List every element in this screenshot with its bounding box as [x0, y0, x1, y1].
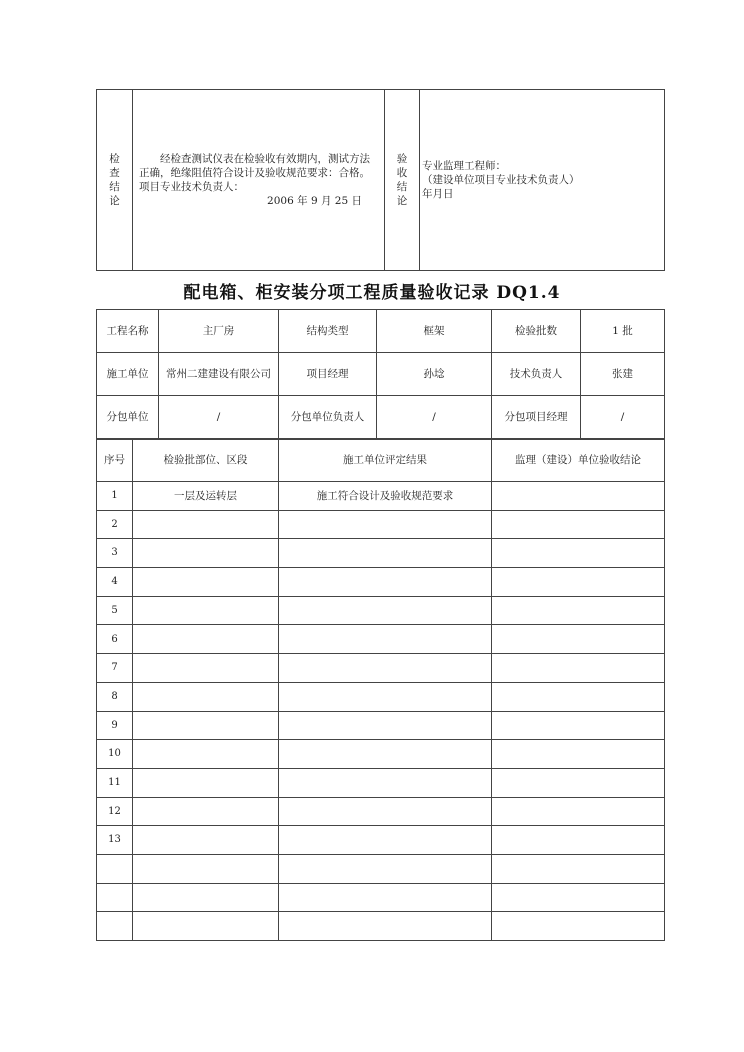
info-label: 分包单位负责人 [279, 396, 377, 439]
row-result [279, 682, 492, 711]
table-row [97, 482, 665, 511]
table-row [97, 768, 665, 797]
table-row [97, 826, 665, 855]
row-part [133, 654, 279, 683]
inspection-conclusion-content [133, 90, 385, 271]
row-conclusion [492, 568, 665, 597]
info-value: / [377, 396, 492, 439]
inspection-conclusion-label [97, 90, 133, 271]
technical-lead-signature-label: 项目专业技术负责人： [139, 181, 244, 193]
row-result [279, 912, 492, 941]
row-result [279, 797, 492, 826]
info-value: / [581, 396, 665, 439]
row-seq: 12 [97, 797, 133, 826]
info-label: 施工单位 [97, 353, 159, 396]
row-part: 一层及运转层 [133, 482, 279, 511]
row-seq: 9 [97, 711, 133, 740]
info-row [97, 396, 665, 439]
row-conclusion [492, 625, 665, 654]
row-part [133, 539, 279, 568]
row-seq: 10 [97, 740, 133, 769]
table-header-row [97, 440, 665, 482]
label-char: 收 [396, 166, 408, 179]
header-result: 施工单位评定结果 [279, 440, 492, 482]
label-char: 检 [109, 152, 120, 165]
inspection-statement: 经检查测试仪表在检验收有效期内，测试方法正确，绝缘阻值符合设计及验收规范要求：合格。 [139, 152, 370, 179]
row-conclusion [492, 596, 665, 625]
row-conclusion [492, 482, 665, 511]
row-seq: 11 [97, 768, 133, 797]
inspection-date: 2006 年 9 月 25 日 [267, 195, 362, 208]
row-result [279, 625, 492, 654]
row-conclusion [492, 740, 665, 769]
table-row [97, 539, 665, 568]
row-conclusion [492, 912, 665, 941]
row-seq [97, 854, 133, 883]
row-part [133, 682, 279, 711]
info-label: 工程名称 [97, 310, 159, 353]
row-conclusion [492, 883, 665, 912]
row-part [133, 883, 279, 912]
row-result [279, 654, 492, 683]
row-result [279, 711, 492, 740]
info-value: 常州二建建设有限公司 [159, 353, 279, 396]
row-seq: 7 [97, 654, 133, 683]
info-value: 孙埝 [377, 353, 492, 396]
inspection-conclusion-table [96, 89, 665, 271]
label-char: 论 [396, 195, 408, 208]
label-char: 查 [109, 166, 120, 179]
table-row [97, 596, 665, 625]
supervising-engineer-label: 专业监理工程师： [422, 159, 506, 172]
info-label: 技术负责人 [492, 353, 581, 396]
table-row [97, 854, 665, 883]
row-part [133, 711, 279, 740]
row-result [279, 826, 492, 855]
row-conclusion [492, 854, 665, 883]
row-part [133, 568, 279, 597]
info-value: 1 批 [581, 310, 665, 353]
row-part [133, 740, 279, 769]
page-title: 配电箱、柜安装分项工程质量验收记录 DQ1.4 [183, 283, 561, 303]
row-conclusion [492, 711, 665, 740]
row-conclusion [492, 654, 665, 683]
info-label: 检验批数 [492, 310, 581, 353]
row-part [133, 510, 279, 539]
row-result: 施工符合设计及验收规范要求 [279, 482, 492, 511]
row-conclusion [492, 768, 665, 797]
label-char: 验 [396, 152, 408, 165]
table-row [97, 740, 665, 769]
table-row [97, 912, 665, 941]
info-value: 张建 [581, 353, 665, 396]
row-result [279, 883, 492, 912]
row-result [279, 539, 492, 568]
row-result [279, 854, 492, 883]
row-seq: 1 [97, 482, 133, 511]
row-result [279, 510, 492, 539]
row-seq [97, 912, 133, 941]
row-seq: 2 [97, 510, 133, 539]
row-part [133, 768, 279, 797]
info-label: 结构类型 [279, 310, 377, 353]
header-seq: 序号 [97, 440, 133, 482]
row-conclusion [492, 510, 665, 539]
row-seq [97, 883, 133, 912]
project-info-table [96, 309, 665, 439]
row-conclusion [492, 682, 665, 711]
header-part: 检验批部位、区段 [133, 440, 279, 482]
info-value: 主厂房 [159, 310, 279, 353]
info-value: / [159, 396, 279, 439]
table-row [97, 711, 665, 740]
table-row [97, 625, 665, 654]
label-char: 结 [396, 181, 408, 193]
row-result [279, 568, 492, 597]
header-conclusion: 监理（建设）单位验收结论 [492, 440, 665, 482]
row-part [133, 596, 279, 625]
row-seq: 13 [97, 826, 133, 855]
table-row [97, 568, 665, 597]
table-row [97, 797, 665, 826]
row-part [133, 854, 279, 883]
info-row [97, 310, 665, 353]
row-result [279, 768, 492, 797]
row-result [279, 740, 492, 769]
row-seq: 4 [97, 568, 133, 597]
row-seq: 3 [97, 539, 133, 568]
table-row [97, 510, 665, 539]
info-label: 项目经理 [279, 353, 377, 396]
label-char: 结 [109, 181, 120, 193]
row-conclusion [492, 539, 665, 568]
acceptance-conclusion-label [385, 90, 420, 271]
row-seq: 6 [97, 625, 133, 654]
acceptance-date-label: 年月日 [422, 188, 454, 201]
acceptance-conclusion-content [420, 90, 665, 271]
row-part [133, 797, 279, 826]
row-part [133, 912, 279, 941]
table-row [97, 682, 665, 711]
label-char: 论 [109, 195, 120, 208]
owner-technical-lead-label: （建设单位项目专业技术负责人） [422, 173, 580, 186]
row-seq: 8 [97, 682, 133, 711]
info-row [97, 353, 665, 396]
table-row [97, 654, 665, 683]
row-part [133, 826, 279, 855]
info-value: 框架 [377, 310, 492, 353]
info-label: 分包项目经理 [492, 396, 581, 439]
table-row [97, 883, 665, 912]
inspection-items-table [96, 439, 665, 941]
row-result [279, 596, 492, 625]
row-seq: 5 [97, 596, 133, 625]
row-conclusion [492, 797, 665, 826]
info-label: 分包单位 [97, 396, 159, 439]
row-conclusion [492, 826, 665, 855]
row-part [133, 625, 279, 654]
